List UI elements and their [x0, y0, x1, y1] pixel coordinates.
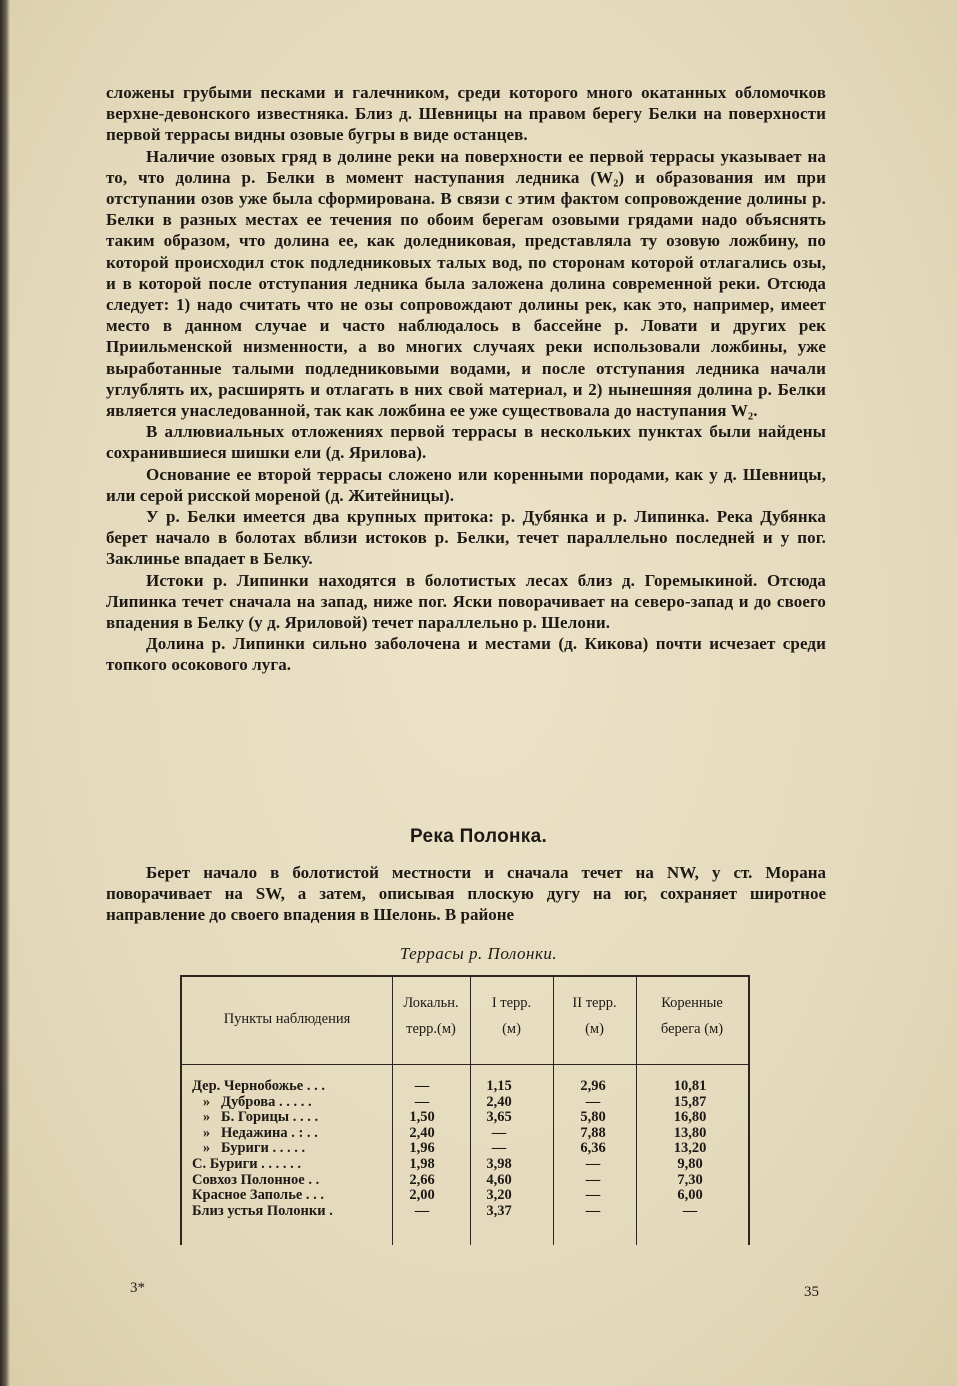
table-col-divider	[636, 975, 637, 1245]
row-second-terrace: 6,36	[580, 1140, 606, 1157]
header-bank-l2: берега (м)	[660, 1021, 724, 1037]
row-local-terrace: 2,66	[409, 1171, 435, 1188]
row-second-terrace: —	[585, 1202, 601, 1219]
table-header-rule	[180, 1064, 750, 1065]
row-bedrock-bank: 13,80	[673, 1124, 707, 1141]
row-second-terrace: —	[585, 1093, 601, 1110]
row-bedrock-bank: 6,00	[677, 1187, 703, 1204]
row-second-terrace: 2,96	[580, 1078, 606, 1094]
row-bedrock-bank: 13,20	[673, 1140, 707, 1157]
page-number: 35	[804, 1284, 819, 1300]
section-heading: Река Полонка.	[409, 826, 548, 847]
row-bedrock-bank: 7,30	[677, 1171, 703, 1188]
row-second-terrace: —	[585, 1187, 601, 1204]
table-caption: Террасы р. Полонки.	[399, 944, 558, 963]
row-first-terrace: —	[491, 1124, 507, 1141]
row-local-terrace: —	[414, 1202, 430, 1219]
row-first-terrace: 3,20	[486, 1187, 512, 1204]
header-local-l1: Локальн.	[403, 995, 459, 1011]
row-second-terrace: —	[585, 1156, 601, 1172]
page-binding-edge	[0, 0, 10, 1386]
body-text-section	[106, 862, 826, 926]
row-second-terrace: 5,80	[580, 1109, 606, 1126]
paragraph: Наличие озовых гряд в долине реки на поверхности ее первой террасы указывает на то, что долина р. Белки в момент наступания ледника (W₂) и образования им при отступании озов уже была сформирована. В связи с этим фактом сопровождение долины р. Белки в разных местах ее течения по обоим берегам озовыми грядами надо объяснять таким образом, что долина ее, как доледниковая, представляла ту озовую ложбину, по которой происходил сток подледниковых талых вод, по сторонам которой отлагались озы, и в которой после отступания ледника была заложена долина современной реки. Отсюда следует: 1) надо считать что не озы сопровождают долины рек, как это, например, имеет место в данном случае и часто наблюдалось в бассейне р. Ловати и других рек Приильменской низменности, а во многих случаях реки использовали ложбины, уже выработанные талыми подледниковыми водами, и после отступания ледника начали углублять их, расширять и отлагать в них свой материал, и 2) нынешняя долина р. Белки является унаследованной, так как ложбина ее уже существовала до наступания W₂.	[106, 146, 826, 421]
row-first-terrace: 4,60	[486, 1171, 512, 1188]
header-t1-l1: I терр.	[491, 995, 532, 1011]
row-first-terrace: 3,37	[486, 1202, 512, 1219]
signature-mark: 3*	[130, 1280, 145, 1296]
row-bedrock-bank: 9,80	[677, 1156, 703, 1172]
row-bedrock-bank: —	[682, 1202, 698, 1219]
row-second-terrace: —	[585, 1171, 601, 1188]
row-point-name: Дер. Чернобожье . . .	[192, 1078, 325, 1094]
row-local-terrace: 1,98	[409, 1156, 435, 1172]
header-t2-l1: II терр.	[572, 995, 617, 1011]
terraces-table	[180, 975, 750, 1245]
row-second-terrace: 7,88	[580, 1124, 606, 1141]
row-point-name: Красное Заполье . . .	[192, 1187, 325, 1204]
header-t1-l2: (м)	[502, 1021, 521, 1037]
paragraph: Долина р. Липинки сильно заболочена и местами (д. Кикова) почти исчезает среди топкого осокового луга.	[106, 634, 826, 675]
paragraph: Берет начало в болотистой местности и сначала течет на NW, у ст. Морана поворачивает на SW, а затем, описывая плоскую дугу на юг, сохраняет широтное направление до своего впадения в Шелонь. В районе	[106, 863, 826, 925]
row-point-name: » Недажина . : . .	[192, 1124, 318, 1141]
paragraph: В аллювиальных отложениях первой террасы в нескольких пунктах были найдены сохранившиеся шишки ели (д. Ярилова).	[106, 422, 826, 463]
table-col-divider	[553, 975, 554, 1245]
row-point-name: Совхоз Полонное . .	[192, 1171, 320, 1188]
header-bank-l1: Коренные	[661, 995, 723, 1011]
row-bedrock-bank: 10,81	[673, 1078, 707, 1094]
row-point-name: » Буриги . . . . .	[192, 1140, 306, 1157]
paragraph: У р. Белки имеется два крупных притока: р. Дубянка и р. Липинка. Река Дубянка берет начало в болотах вблизи истоков р. Белки, течет параллельно последней и у пог. Заклинье впадает в Белку.	[106, 507, 826, 569]
row-local-terrace: —	[414, 1093, 430, 1110]
row-bedrock-bank: 15,87	[673, 1093, 707, 1110]
row-local-terrace: 2,40	[409, 1124, 435, 1141]
row-first-terrace: 2,40	[486, 1093, 512, 1110]
row-local-terrace: —	[414, 1078, 430, 1094]
table-right-rule	[748, 975, 750, 1245]
row-local-terrace: 1,50	[409, 1109, 435, 1126]
paragraph: Истоки р. Липинки находятся в болотистых лесах близ д. Горемыкиной. Отсюда Липинка течет сначала на запад, ниже пог. Яски поворачивает на северо-запад и до своего впадения в Белку (у д. Яриловой) течет параллельно р. Шелони.	[106, 570, 826, 633]
header-points: Пункты наблюдения	[223, 1011, 351, 1027]
row-point-name: » Дуброва . . . . .	[192, 1093, 312, 1110]
header-t2-l2: (м)	[585, 1021, 604, 1037]
paragraph: Основание ее второй террасы сложено или коренными породами, как у д. Шевницы, или серой рисской мореной (д. Житейницы).	[106, 464, 826, 505]
row-point-name: Близ устья Полонки .	[192, 1202, 333, 1219]
row-first-terrace: —	[491, 1140, 507, 1157]
row-first-terrace: 1,15	[486, 1078, 512, 1094]
row-first-terrace: 3,65	[486, 1109, 512, 1126]
row-first-terrace: 3,98	[486, 1156, 512, 1172]
row-point-name: С. Буриги . . . . . .	[192, 1156, 302, 1172]
row-point-name: » Б. Горицы . . . .	[192, 1109, 319, 1126]
table-top-rule	[180, 975, 750, 977]
row-local-terrace: 1,96	[409, 1140, 435, 1157]
table-left-rule	[180, 975, 182, 1245]
body-text-top	[106, 82, 826, 676]
header-local-l2: терр.(м)	[406, 1021, 456, 1037]
paragraph: сложены грубыми песками и галечником, среди которого много окатанных обломочков верхне-девонского известняка. Близ д. Шевницы на правом берегу Белки на поверхности первой террасы видны озовые бугры в виде останцев.	[106, 83, 826, 145]
row-local-terrace: 2,00	[409, 1187, 435, 1204]
row-bedrock-bank: 16,80	[673, 1109, 707, 1126]
